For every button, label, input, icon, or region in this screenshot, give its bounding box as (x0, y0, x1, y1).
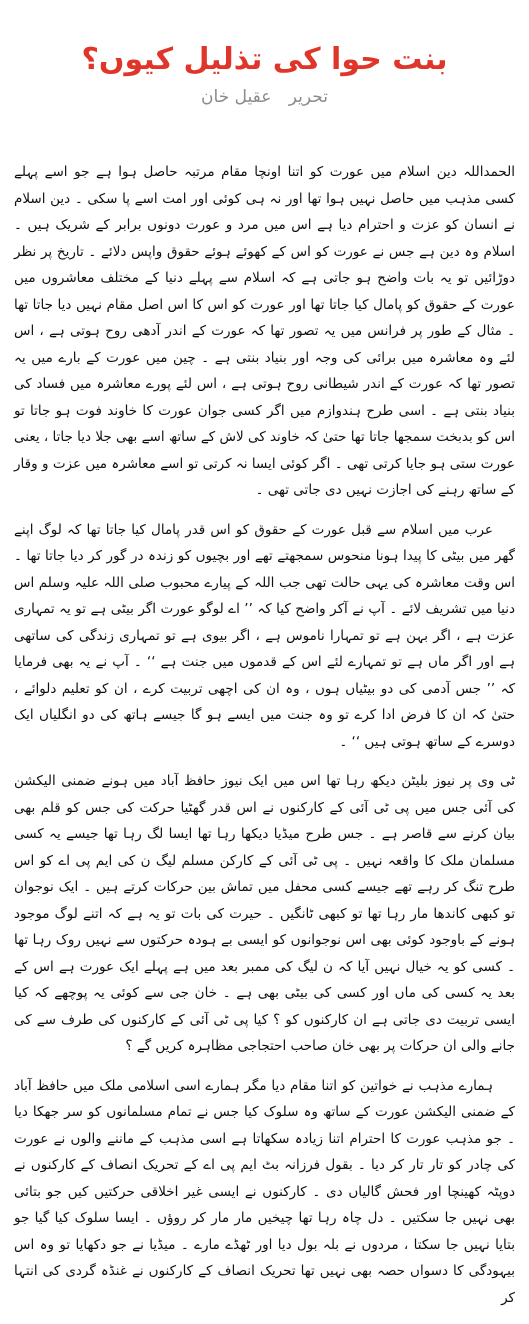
byline-label: تحریر (288, 87, 328, 107)
paragraph-1: الحمداللہ دین اسلام میں عورت کو اتنا اونچا مقام مرتبہ حاصل ہوا ہے جو اسے پہلے کسی مذہب میں حاصل نہیں ہوا تھا اور نہ ہی کوئی اور امت اسے پا سکی ۔ دین اسلام نے انسان کو عزت و احترام دیا ہے اس میں مرد و عورت دونوں برابر کے شریک ہیں ۔ اسلام وہ دین ہے جس نے عورت کو اس کے کھوئے ہوئے حقوق واپس دلائے ۔ تاریخ پر نظر دوڑائیں تو یہ بات واضح ہو جاتی ہے کہ اسلام سے پہلے دنیا کے مختلف معاشروں میں عورت کے حقوق کو پامال کیا جاتا تھا اور عورت کو اس کا اس اصل مقام نہیں دیا جاتا تھا ۔ مثال کے طور پر فرانس میں یہ تصور تھا کہ عورت کے اندر آدھی روح ہوتی ہے ، اس لئے وہ معاشرہ میں برائی کی وجہ اور بنیاد بنتی ہے ۔ چین میں عورت کے بارے میں یہ تصور تھا کہ عورت کے اندر شیطانی روح ہوتی ہے ، اس لئے پورے معاشرہ میں فساد کی بنیاد بنتی ہے ۔ اسی طرح ہندوازم میں اگر کسی جوان عورت کا خاوند فوت ہو جاتا تو اس کو بدبخت سمجھا جاتا تھا حتیٰ کہ خاوند کی لاش کے ساتھ اسے بھی جلا دیا جاتا ، یعنی عورت ستی ہو جایا کرتی تھی ۔ اگر کوئی ایسا نہ کرتی تو اسے معاشرہ میں عزت و وقار کے ساتھ رہنے کی اجازت نہیں دی جاتی تھی ۔ (14, 164, 515, 498)
byline (0, 83, 529, 111)
paragraph-2: عرب میں اسلام سے قبل عورت کے حقوق کو اس قدر پامال کیا جاتا تھا کہ لوگ اپنے گھر میں بیٹی کا پیدا ہونا منحوس سمجھتے تھے اور بچیوں کو زندہ در گور کر دیا جاتا تھا ۔ اس وقت معاشرہ کی یہی حالت تھی جب اللہ کے پیارے محبوب صلی اللہ علیہ وسلم اس دنیا میں تشریف لائے ۔ آپ نے آکر واضح کیا کہ ’’ اے لوگو عورت اگر بیٹی ہے تو یہ تمہاری عزت ہے ، اگر بہن ہے تو تمہارا ناموس ہے ، اگر بیوی ہے تو تمہاری زندگی کی ساتھی ہے اور اگر ماں ہے تو تمہارے لئے اس کے قدموں میں جنت ہے ‘‘ ۔ آپ نے یہ بھی فرمایا کہ ’’ جس آدمی کی دو بیٹیاں ہوں ، وہ ان کی اچھی تربیت کرے ، ان کو تعلیم دلوائے ، حتیٰ کہ ان کا فرض ادا کرے تو وہ جنت میں ایسے ہو گا جیسے ہاتھ کی دو انگلیاں ایک دوسرے کے ساتھ ہوتی ہیں ‘‘ ۔ (14, 521, 515, 750)
paragraph-4: ہمارے مذہب نے خواتین کو اتنا مقام دیا مگر ہمارے اسی اسلامی ملک میں حافظ آباد کے ضمنی الیکشن عورت کے ساتھ وہ سلوک کیا جس نے تمام مسلمانوں کو سر جھکا دیا ۔ جو مذہب عورت کا احترام اتنا زیادہ سکھاتا ہے اسی مذہب کے ماننے والوں نے عورت کی چادر کو تار تار کر دیا ۔ بقول فرزانہ بٹ ایم پی اے کے تحریک انصاف کے کارکنوں نے دوپٹہ کھینچا اور فحش گالیاں دی ۔ کارکنوں نے ایسی غیر اخلاقی حرکتیں کیں جو بتائی بھی نہیں جا سکتیں ۔ دل چاہ رہا تھا چیخیں مار مار کر روؤں ۔ ایسا سلوک کیا گیا جو بتایا نہیں جا سکتا ، مردوں نے بلہ بول دیا اور ٹھڈے مارے ۔ میڈیا نے جو دکھایا تو وہ اس بیہودگی کا دسواں حصہ بھی نہیں تھا تحریک انصاف کے کارکنوں نے غنڈہ گردی کی انتہا کر (14, 1077, 515, 1306)
author-name: عقیل خان (201, 87, 272, 107)
article-body (14, 159, 515, 1324)
paragraph-3: ٹی وی پر نیوز بلیٹن دیکھ رہا تھا اس میں ایک نیوز حافظ آباد میں ہونے ضمنی الیکشن کی آئی جس میں پی ٹی آئی کے کارکنوں نے اس قدر گھٹیا حرکت کی جس کو قلم بھی بیان کرنے سے قاصر ہے ۔ جس طرح میڈیا دیکھا رہا تھا ایسا لگ رہا تھا جیسے یہ کسی مسلمان ملک کا واقعہ نہیں ۔ پی ٹی آئی کے کارکن مسلم لیگ ن کی ایم پی اے کو اس طرح تنگ کر رہے تھے جیسے کسی محفل میں تماش بین حرکات کرتے ہیں ۔ ایک نوجوان تو کبھی کاندھا مار رہا تھا تو کبھی ٹانگیں ۔ حیرت کی بات تو یہ ہے کہ اتنے لوگ موجود ہونے کے باوجود کوئی بھی اس نوجوانوں کو ایسی بے ہودہ حرکتوں سے نہیں روک رہا تھا ۔ کسی کو یہ خیال نہیں آیا کہ ن لیگ کی ممبر بعد میں ہے پہلے ایک عورت ہے اس کے بعد یہ کسی کی ماں اور کسی کی بیٹی بھی ہے ۔ خان جی سے کوئی یہ پوچھے کہ کیا ایسی تربیت دی جاتی ہے ان کارکنوں کو ؟ کیا پی ٹی آئی کے کارکنوں کی طرف سے کی جانے والی ان حرکات پر بھی خان صاحب احتجاجی مظاہرہ کریں گے ؟ (14, 773, 515, 1054)
article-title: بنت حوا کی تذلیل کیوں؟ (81, 42, 448, 77)
